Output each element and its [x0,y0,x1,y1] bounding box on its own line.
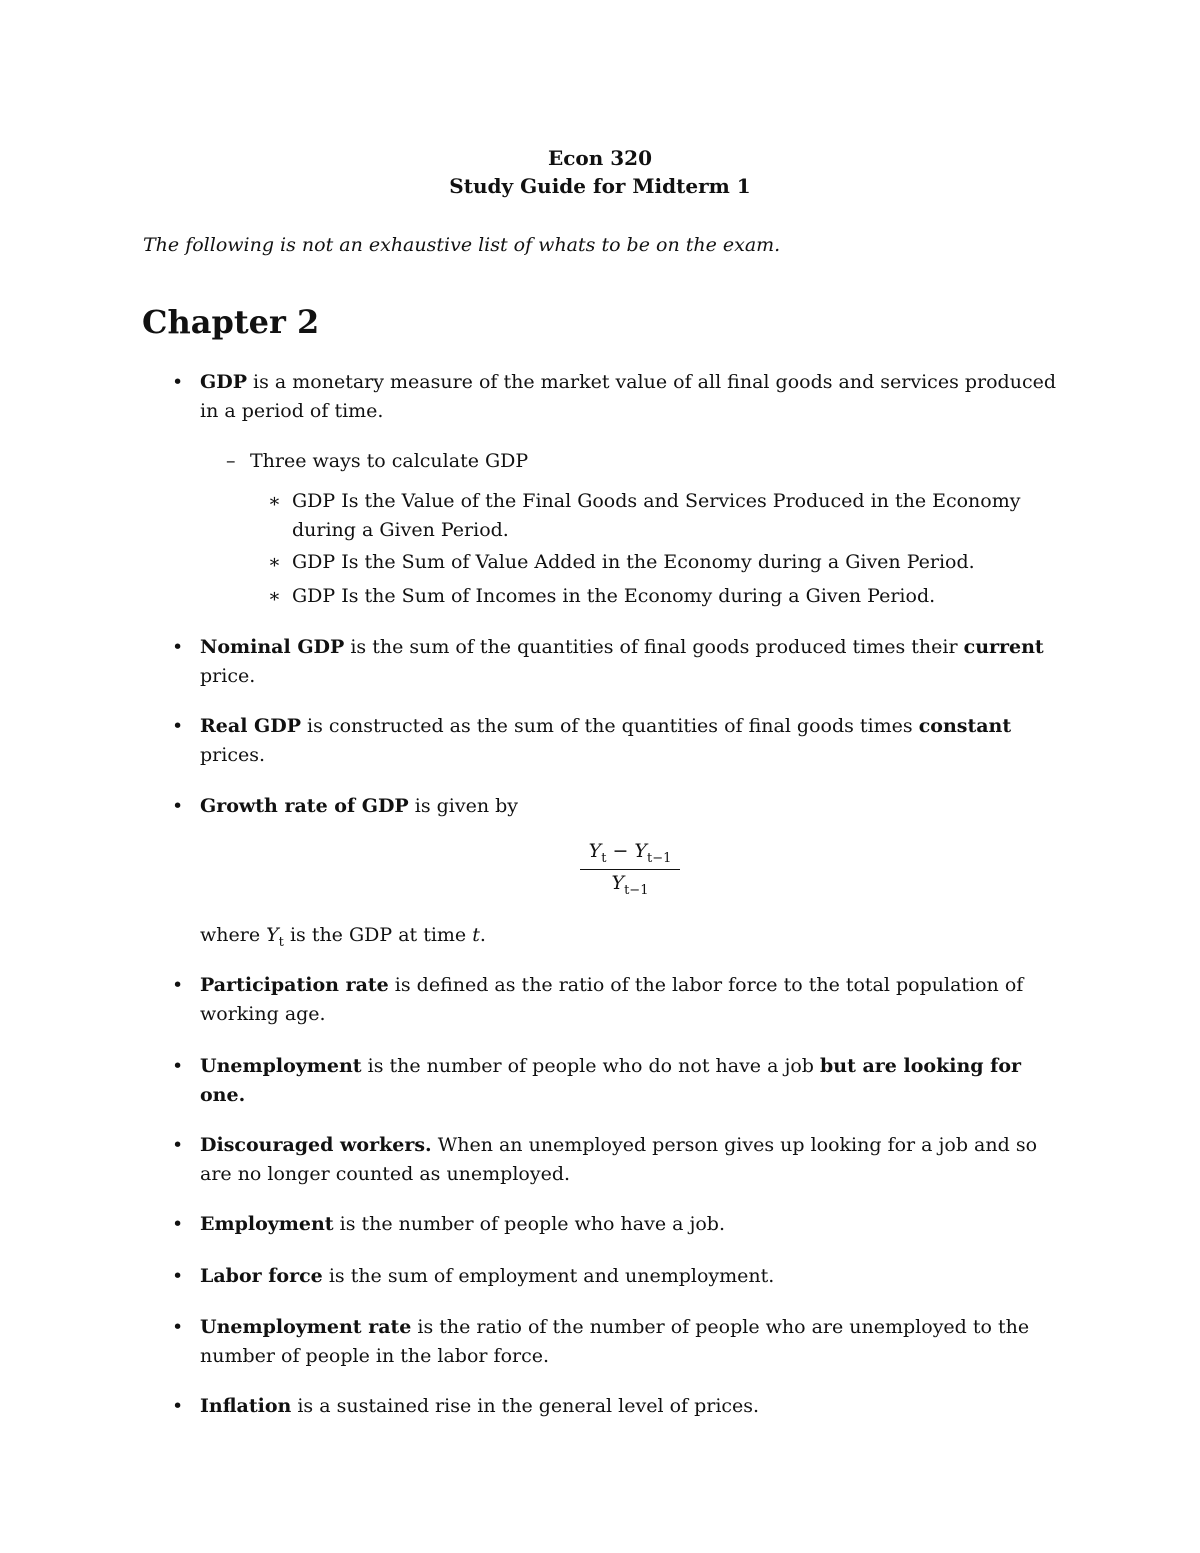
subscript: t [278,934,284,950]
bullet-icon: • [172,1265,184,1287]
growth-formula [560,840,700,898]
term: Employment [200,1213,334,1235]
term: Growth rate of GDP [200,795,409,817]
star-icon: ∗ [268,585,281,607]
list-item-inflation [200,1392,1060,1421]
dash-icon: – [226,450,236,472]
chapter-heading: Chapter 2 [142,303,320,341]
definition-end: price. [200,665,256,687]
term: Nominal GDP [200,636,345,658]
list-item-discouraged-workers [200,1131,1060,1189]
list-item-labor-force [200,1262,1060,1291]
minus-sign: − [606,840,635,862]
definition: When an unemployed person gives up looking for a job and so are no longer counted as unemployed. [200,1134,1038,1185]
term: Unemployment rate [200,1316,412,1338]
bullet-icon: • [172,1316,184,1338]
bullet-icon: • [172,371,184,393]
definition: is the number of people who have a job. [333,1213,726,1235]
list-item-employment [200,1210,1060,1239]
var-y: Y [588,840,602,862]
list-item-participation-rate [200,971,1060,1029]
term: Discouraged workers. [200,1134,432,1156]
definition: is a sustained rise in the general level of prices. [291,1395,760,1417]
growth-where-clause [200,921,1060,957]
definition: is the ratio of the number of people who are unemployed to the number of people in the labor force. [200,1316,1030,1367]
text: where [200,924,267,946]
var-t: t [472,924,480,946]
list-item-nominal-gdp [200,633,1060,691]
term: Labor force [200,1265,323,1287]
bullet-icon: • [172,974,184,996]
list-item-method: GDP Is the Sum of Value Added in the Economy during a Given Period. [292,551,975,573]
emphasis: current [963,636,1044,658]
bullet-icon: • [172,795,184,817]
list-item-unemployment [200,1052,1060,1110]
term: Inflation [200,1395,292,1417]
definition: is constructed as the sum of the quantities of final goods times [301,715,919,737]
definition: is the number of people who do not have a job [361,1055,820,1077]
text: . [479,924,486,946]
bullet-icon: • [172,1134,184,1156]
definition: is a monetary measure of the market value of all final goods and services produced in a period of time. [200,371,1056,422]
text: is the GDP at time [283,924,473,946]
var-yt [266,924,284,950]
definition: is the sum of the quantities of final goods produced times their [344,636,964,658]
star-icon: ∗ [268,490,281,512]
bullet-icon: • [172,715,184,737]
term: GDP [200,371,247,393]
disclaimer-text: The following is not an exhaustive list of whats to be on the exam. [143,234,781,256]
emphasis: but are looking for one. [200,1055,1022,1106]
definition: is defined as the ratio of the labor force to the total population of working age. [200,974,1024,1025]
course-title: Econ 320 [547,146,652,170]
definition-end: prices. [200,744,265,766]
definition: is the sum of employment and unemployment. [322,1265,775,1287]
list-item-gdp [200,368,1060,426]
star-icon: ∗ [268,551,281,573]
list-item-unemployment-rate [200,1313,1060,1371]
bullet-icon: • [172,1213,184,1235]
document-subtitle: Study Guide for Midterm 1 [449,174,751,198]
formula-denominator [560,870,700,898]
bullet-icon: • [172,1395,184,1417]
term: Participation rate [200,974,389,996]
var-y: Y [611,872,625,895]
subscript: t−1 [624,883,649,899]
var: Y [266,924,279,946]
list-item-real-gdp [200,712,1060,770]
emphasis: constant [918,715,1012,737]
term: Real GDP [200,715,302,737]
sub-heading-gdp-methods: Three ways to calculate GDP [250,450,529,472]
bullet-icon: • [172,636,184,658]
list-item-method: GDP Is the Value of the Final Goods and Services Produced in the Economy during a Given Period. [292,490,1021,541]
subscript: t−1 [646,850,672,866]
definition: is given by [408,795,519,817]
var-y: Y [634,840,647,862]
list-item-method: GDP Is the Sum of Incomes in the Economy during a Given Period. [292,585,936,607]
formula-numerator [560,840,700,869]
subscript: t [601,850,607,866]
bullet-icon: • [172,1055,184,1077]
term: Unemployment [200,1055,362,1077]
list-item-growth-rate [200,792,1060,821]
